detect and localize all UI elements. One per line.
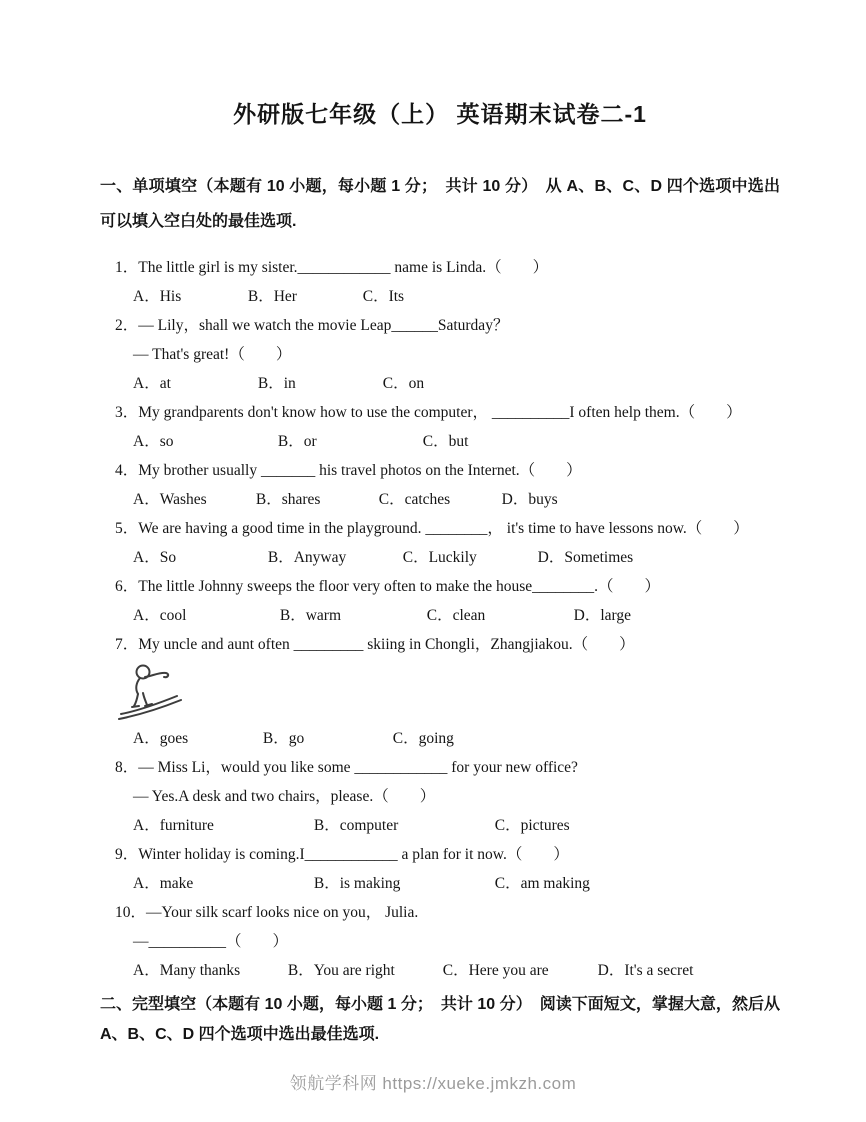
question-8-options [133,811,780,840]
question-4-options [133,485,780,514]
option-a: A．His [133,288,182,305]
option-c: C．Its [362,288,405,305]
option-c: C．clean [426,607,486,624]
option-b: B．shares [255,491,321,508]
question-list [115,253,780,985]
question-5-options [133,543,780,572]
question-6 [115,572,780,630]
option-b: B．go [262,730,305,747]
question-10 [115,898,780,985]
question-1 [115,253,780,311]
option-a: A．So [133,549,177,566]
option-d: D．It's a secret [597,962,694,979]
option-a: A．make [133,875,194,892]
option-b: B．warm [279,607,342,624]
question-10-text: 10．—Your silk scarf looks nice on you， Julia. [115,904,419,921]
question-6-text: 6．The little Johnny sweeps the floor very often to make the house________.（ ） [115,578,660,595]
footer-watermark: 领航学科网 https://xueke.jmkzh.com [289,1074,577,1093]
section-1-heading: 一、单项填空（本题有 10 小题，每小题 1 分； 共计 10 分） 从 A、B、C、D 四个选项中选出可以填入空白处的最佳选项. [100,178,780,230]
option-d: D．large [573,607,632,624]
option-b: B．is making [313,875,401,892]
question-7 [115,630,780,753]
question-9 [115,840,780,898]
option-a: A．at [133,375,171,392]
question-9-options [133,869,780,898]
option-b: B．in [257,375,296,392]
question-2-text-line2: — That's great!（ ） [133,346,292,363]
question-3 [115,398,780,456]
question-3-text: 3．My grandparents don't know how to use the computer， __________I often help them.（ ） [115,404,742,421]
question-8-text-line2: — Yes.A desk and two chairs，please.（ ） [133,788,436,805]
skier-illustration-icon [115,662,185,720]
question-7-text: 7．My uncle and aunt often _________ skiing in Chongli，Zhangjiakou.（ ） [115,636,635,653]
option-c: C．but [422,433,469,450]
question-5 [115,514,780,572]
question-4-text: 4．My brother usually _______ his travel photos on the Internet.（ ） [115,462,582,479]
option-a: A．cool [133,607,187,624]
question-2-options [133,369,780,398]
option-a: A．so [133,433,174,450]
question-1-options [133,282,780,311]
option-b: B．computer [313,817,399,834]
question-6-options [133,601,780,630]
option-c: C．am making [494,875,590,892]
question-2-text: 2．— Lily，shall we watch the movie Leap______Saturday？ [115,317,509,334]
option-b: B．or [277,433,317,450]
section-2-heading: 二、完型填空（本题有 10 小题，每小题 1 分； 共计 10 分） 阅读下面短文，掌握大意，然后从 A、B、C、D 四个选项中选出最佳选项. [100,996,780,1043]
question-1-text: 1．The little girl is my sister.____________ name is Linda.（ ） [115,259,549,276]
option-c: C．Here you are [442,962,549,979]
option-d: D．Sometimes [537,549,634,566]
question-2 [115,311,780,398]
question-8-text: 8．— Miss Li，would you like some ____________ for your new office? [115,759,578,776]
option-c: C．going [392,730,454,747]
question-8 [115,753,780,840]
option-d: D．buys [501,491,558,508]
question-7-options [133,724,780,753]
option-c: C．catches [378,491,451,508]
option-b: B．Anyway [267,549,347,566]
question-4 [115,456,780,514]
option-a: A．Many thanks [133,962,241,979]
question-9-text: 9．Winter holiday is coming.I____________ a plan for it now.（ ） [115,846,569,863]
option-a: A．goes [133,730,189,747]
question-3-options [133,427,780,456]
option-a: A．furniture [133,817,214,834]
option-a: A．Washes [133,491,207,508]
option-b: B．You are right [287,962,395,979]
option-b: B．Her [247,288,297,305]
question-7-figure [115,662,780,722]
option-c: C．on [382,375,425,392]
page-title: 外研版七年级（上） 英语期末试卷二-1 [233,101,647,127]
question-10-text-line2: —__________（ ） [133,933,289,950]
option-c: C．pictures [494,817,570,834]
question-10-options [133,956,780,985]
question-5-text: 5．We are having a good time in the playground. ________， it's time to have lessons now.（ ） [115,520,749,537]
option-c: C．Luckily [402,549,477,566]
